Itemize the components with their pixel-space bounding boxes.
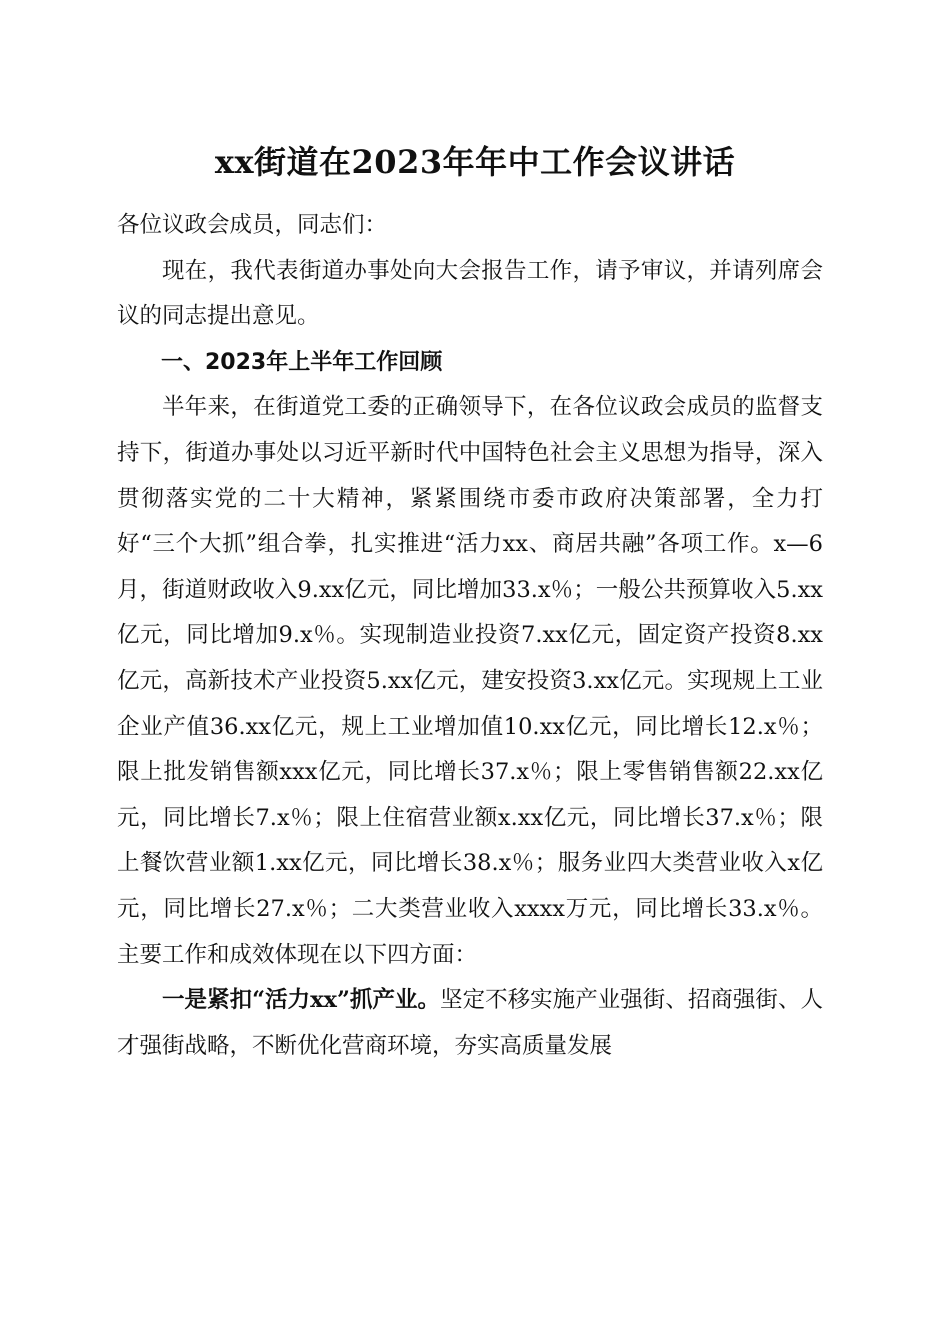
- intro-paragraph: 现在，我代表街道办事处向大会报告工作，请予审议，并请列席会议的同志提出意见。: [117, 257, 823, 330]
- point-paragraph: [117, 978, 823, 1069]
- document-body: [117, 203, 823, 1069]
- point-lead: 一是紧扣“活力xx”抓产业。: [162, 987, 441, 1014]
- point-text: 坚定不移实施产业强街、招商强街、人才强街战略，不断优化营商环境，夯实高质量发展: [117, 987, 823, 1059]
- review-paragraph: 半年来，在街道党工委的正确领导下，在各位议政会成员的监督支持下，街道办事处以习近平新时代中国特色社会主义思想为指导，深入贯彻落实党的二十大精神，紧紧围绕市委市政府决策部署，全力打好“三个大抓”组合拳，扎实推进“活力xx、商居共融”各项工作。x—6月，街道财政收入9.xx亿元，同比增加33.x％；一般公共预算收入5.xx亿元，同比增加9.x％。实现制造业投资7.xx亿元，固定资产投资8.xx亿元，高新技术产业投资5.xx亿元，建安投资3.xx亿元。实现规上工业企业产值36.xx亿元，规上工业增加值10.xx亿元，同比增长12.x％；限上批发销售额xxx亿元，同比增长37.x％；限上零售销售额22.xx亿元，同比增长7.x％；限上住宿营业额x.xx亿元，同比增长37.x％；限上餐饮营业额1.xx亿元，同比增长38.x％；服务业四大类营业收入x亿元，同比增长27.x％；二大类营业收入xxxx万元，同比增长33.x％。主要工作和成效体现在以下四方面：: [117, 394, 823, 968]
- document-title: xx街道在2023年年中工作会议讲话: [214, 143, 736, 181]
- salutation: 各位议政会成员，同志们：: [117, 212, 388, 238]
- section-heading: 一、2023年上半年工作回顾: [161, 349, 443, 375]
